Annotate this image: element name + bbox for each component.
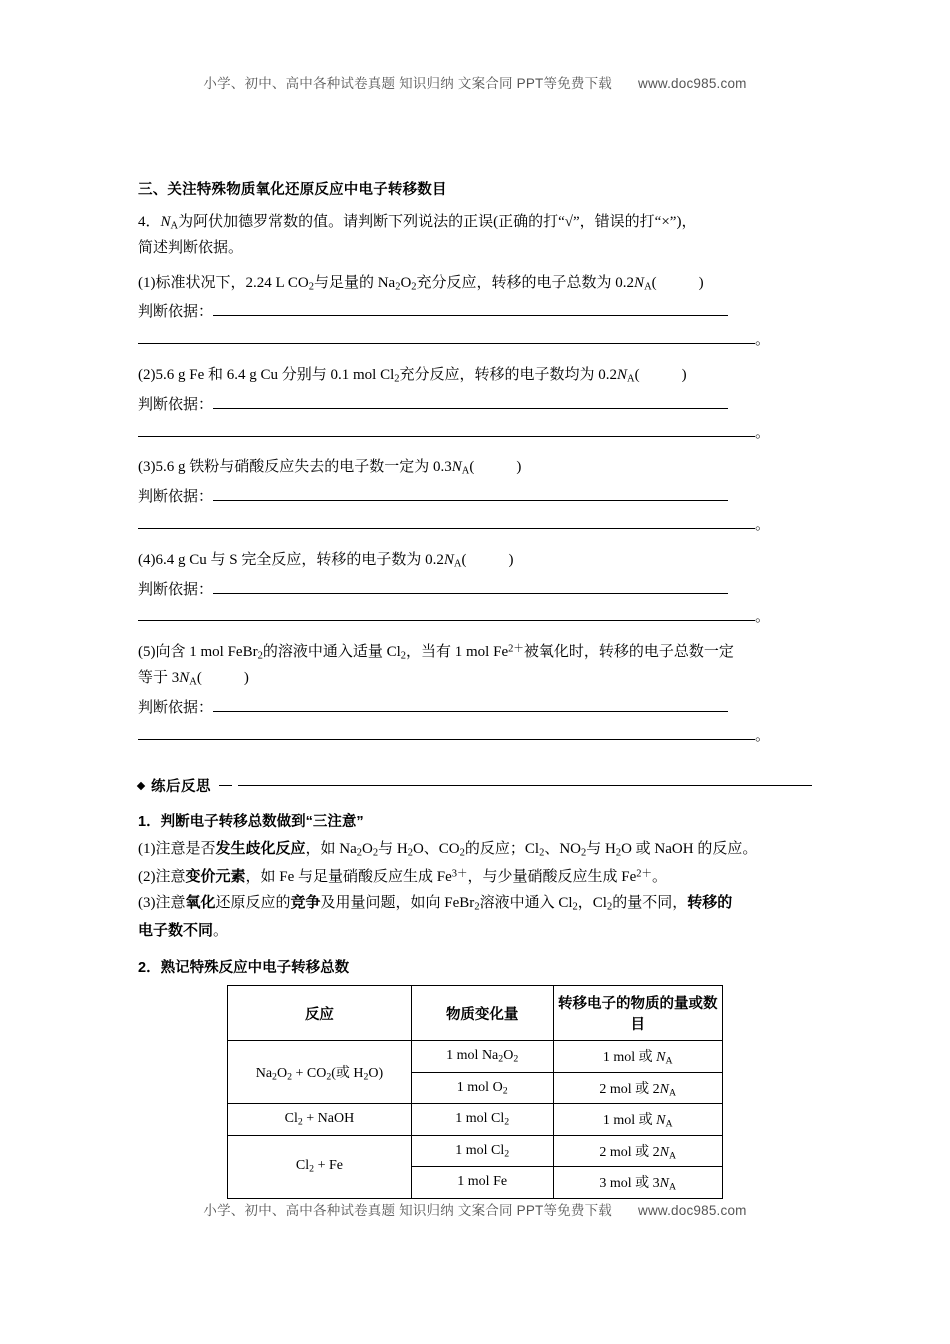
reflection-head-2: 2．熟记特殊反应中电子转移总数 xyxy=(138,960,350,977)
watermark-text: 小学、初中、高中各种试卷真题 知识归纳 文案合同 PPT等免费下载 xyxy=(203,1203,612,1218)
basis-line-1b xyxy=(138,328,812,354)
basis-label-5: 判断依据： xyxy=(138,699,214,716)
reflection-point-1: (1)注意是否发生歧化反应，如 $Na_2O_2$与 $H_2O$、$CO_2$的反应；$Cl_2$、$NO_2$与 $H_2O$ 或 NaOH 的反应。 xyxy=(138,840,758,859)
reflection-point-3: (3)注意氧化还原反应的竞争及用量问题，如向 FeBr$_2$溶液中通入 $Cl_2$，$Cl_2$的量不同，转移的 xyxy=(138,894,733,913)
table-cell-amount-2: 1 mol $O_2$ xyxy=(411,1072,553,1103)
table-cell-reaction-1: $Na_2O_2 + CO_2$(或 $H_2O$) xyxy=(228,1041,412,1104)
basis-label-2: 判断依据： xyxy=(138,396,214,413)
sub-question-5-line2: 等于 $3N_A$( ) xyxy=(138,669,249,688)
sub-question-4: (4)6.4 g Cu 与 S 完全反应，转移的电子数为 $0.2N_A$( ) xyxy=(138,551,514,570)
basis-period-3: 。 xyxy=(755,516,771,533)
table-header-electrons: 转移电子的物质的量或数目 xyxy=(553,986,723,1041)
question-number-line-1: 4．$N_A$为阿伏加德罗常数的值。请判断下列说法的正误(正确的打“√”，错误的打“×”)， xyxy=(138,214,697,232)
section-title: 三、关注特殊物质氧化还原反应中电子转移数目 xyxy=(138,182,447,198)
watermark-top xyxy=(138,0,812,92)
basis-rule-2a[interactable] xyxy=(213,394,728,409)
basis-line-2b xyxy=(138,421,812,447)
table-cell-electrons-3: 1 mol 或 $N_A$ xyxy=(553,1104,723,1135)
reflection-title: 练后反思 xyxy=(151,779,211,796)
table-row xyxy=(228,1041,723,1072)
basis-line-3 xyxy=(138,485,812,511)
basis-period-2: 。 xyxy=(755,424,771,441)
table-row xyxy=(228,1104,723,1135)
basis-line-4 xyxy=(138,578,812,604)
electron-transfer-table xyxy=(227,985,723,1198)
table-cell-amount-3: 1 mol $Cl_2$ xyxy=(411,1104,553,1135)
basis-label-3: 判断依据： xyxy=(138,489,214,506)
table-row xyxy=(228,1135,723,1166)
question-number-line-2: 简述判断依据。 xyxy=(138,239,244,256)
basis-rule-5a[interactable] xyxy=(213,697,728,712)
basis-label-1: 判断依据： xyxy=(138,304,214,321)
basis-line-1 xyxy=(138,300,812,326)
diamond-icon xyxy=(137,782,145,790)
table-cell-electrons-5: 3 mol 或 $3N_A$ xyxy=(553,1167,723,1198)
table-cell-electrons-2: 2 mol 或 $2N_A$ xyxy=(553,1072,723,1103)
reflection-header xyxy=(138,775,812,796)
table-cell-reaction-3: $Cl_2 + Fe$ xyxy=(228,1135,412,1198)
basis-period-1: 。 xyxy=(755,332,771,349)
sub-question-1: (1)标准状况下，2.24 L $CO_2$与足量的 $Na_2O_2$充分反应，转移的电子总数为 $0.2N_A$( ) xyxy=(138,274,704,293)
document-content xyxy=(138,92,812,1199)
table-header-row xyxy=(228,986,723,1041)
table-cell-electrons-1: 1 mol 或 $N_A$ xyxy=(553,1041,723,1072)
table-cell-amount-4: 1 mol $Cl_2$ xyxy=(411,1135,553,1166)
watermark-site: www.doc985.com xyxy=(638,1203,747,1218)
basis-line-5b xyxy=(138,724,812,750)
basis-rule-3b[interactable] xyxy=(138,514,755,529)
basis-rule-4b[interactable] xyxy=(138,606,755,621)
table-header-amount: 物质变化量 xyxy=(411,986,553,1041)
sub-question-5: (5)向含 1 mol FeBr$_2$的溶液中通入适量 $Cl_2$，当有 1 mol $Fe^{2+}$被氧化时，转移的电子总数一定 xyxy=(138,643,734,662)
reflection-divider-short xyxy=(219,785,232,786)
reflection-divider-long xyxy=(238,785,812,786)
table-cell-amount-5: 1 mol Fe xyxy=(411,1167,553,1198)
watermark-text: 小学、初中、高中各种试卷真题 知识归纳 文案合同 PPT等免费下载 xyxy=(203,76,612,91)
table-cell-reaction-2: $Cl_2$ + NaOH xyxy=(228,1104,412,1135)
table-cell-electrons-4: 2 mol 或 $2N_A$ xyxy=(553,1135,723,1166)
basis-rule-3a[interactable] xyxy=(213,486,728,501)
watermark-site: www.doc985.com xyxy=(638,76,747,91)
basis-rule-1a[interactable] xyxy=(213,301,728,316)
basis-rule-1b[interactable] xyxy=(138,329,755,344)
basis-rule-5b[interactable] xyxy=(138,724,755,739)
basis-rule-2b[interactable] xyxy=(138,421,755,436)
basis-period-5: 。 xyxy=(755,727,771,744)
watermark-bottom xyxy=(0,1199,950,1219)
reflection-head-1: 1．判断电子转移总数做到“三注意” xyxy=(138,814,364,831)
basis-line-3b xyxy=(138,513,812,539)
basis-rule-4a[interactable] xyxy=(213,578,728,593)
sub-question-3: (3)5.6 g 铁粉与硝酸反应失去的电子数一定为 $0.3N_A$( ) xyxy=(138,459,522,477)
table-header-reaction: 反应 xyxy=(228,986,412,1041)
sub-question-2: (2)5.6 g Fe 和 6.4 g Cu 分别与 0.1 mol $Cl_2$充分反应，转移的电子数均为 $0.2N_A$( ) xyxy=(138,366,687,385)
reflection-point-4: 电子数不同。 xyxy=(138,921,229,939)
reflection-point-2: (2)注意变价元素，如 Fe 与足量硝酸反应生成 $Fe^{3+}$，与少量硝酸反应生成 $Fe^{2+}$。 xyxy=(138,867,668,885)
table-cell-amount-1: 1 mol $Na_2O_2$ xyxy=(411,1041,553,1072)
basis-line-2 xyxy=(138,393,812,419)
basis-line-5 xyxy=(138,696,812,722)
basis-line-4b xyxy=(138,605,812,631)
basis-period-4: 。 xyxy=(755,609,771,626)
basis-label-4: 判断依据： xyxy=(138,581,214,598)
